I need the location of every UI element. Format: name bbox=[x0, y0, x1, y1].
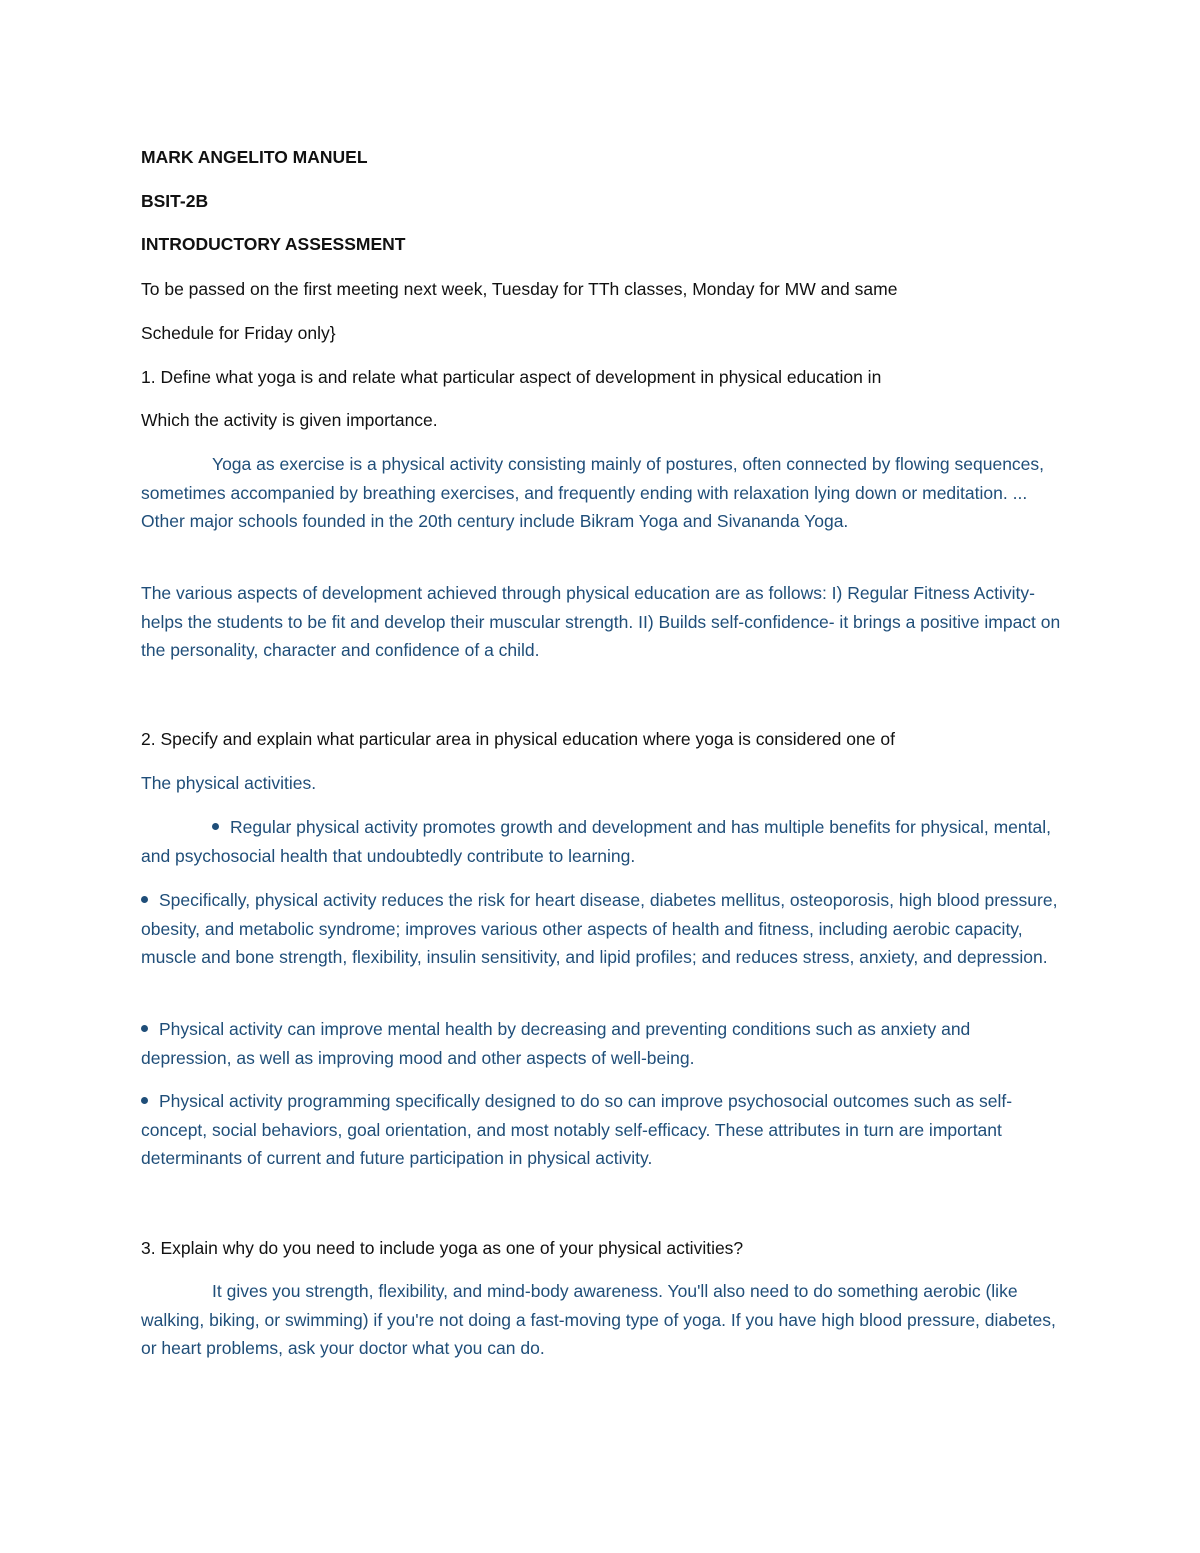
question-2-line-2: The physical activities. bbox=[141, 773, 317, 793]
instructions-line-2: Schedule for Friday only} bbox=[141, 323, 336, 343]
bullet-text: Regular physical activity promotes growth and development and has multiple benefits for physical, mental, and psychosocial health that undoubtedly contribute to learning. bbox=[141, 817, 1051, 866]
answer-2-bullet-1 bbox=[141, 813, 1061, 870]
answer-2-bullet-2 bbox=[141, 886, 1061, 972]
question-2-line-1: 2. Specify and explain what particular area in physical education where yoga is considered one of bbox=[141, 729, 895, 749]
answer-3-paragraph: It gives you strength, flexibility, and mind-body awareness. You'll also need to do something aerobic (like walking, biking, or swimming) if you're not doing a fast-moving type of yoga. If you have high blood pressure, diabetes, or heart problems, ask your doctor what you can do. bbox=[141, 1281, 1056, 1358]
bullet-icon bbox=[141, 1025, 148, 1032]
question-1-line-1: 1. Define what yoga is and relate what particular aspect of development in physical education in bbox=[141, 367, 882, 387]
instructions-line-1: To be passed on the first meeting next week, Tuesday for TTh classes, Monday for MW and same bbox=[141, 279, 898, 299]
question-1-line-2: Which the activity is given importance. bbox=[141, 410, 438, 430]
answer-1-paragraph-1: Yoga as exercise is a physical activity consisting mainly of postures, often connected by flowing sequences, sometimes accompanied by breathing exercises, and frequently ending with relaxation lying down or meditation. ... Other major schools founded in the 20th century include Bikram Yoga and Sivananda Yoga. bbox=[141, 454, 1045, 531]
bullet-text: Specifically, physical activity reduces the risk for heart disease, diabetes mellitus, osteoporosis, high blood pressure, obesity, and metabolic syndrome; improves various other aspects of health and fitness, including aerobic capacity, muscle and bone strength, flexibility, insulin sensitivity, and lipid profiles; and reduces stress, anxiety, and depression. bbox=[141, 890, 1058, 967]
answer-2-bullet-4 bbox=[141, 1087, 1061, 1173]
bullet-icon bbox=[141, 896, 148, 903]
answer-1-paragraph-2: The various aspects of development achieved through physical education are as follows: I) Regular Fitness Activity- helps the students to be fit and develop their muscular strength. II) Builds self-confidence- it brings a positive impact on the personality, character and confidence of a child. bbox=[141, 583, 1061, 660]
question-3-line-1: 3. Explain why do you need to include yoga as one of your physical activities? bbox=[141, 1238, 744, 1258]
document-title: INTRODUCTORY ASSESSMENT bbox=[141, 234, 406, 254]
bullet-text: Physical activity can improve mental health by decreasing and preventing conditions such as anxiety and depression, as well as improving mood and other aspects of well-being. bbox=[141, 1019, 971, 1068]
bullet-icon bbox=[212, 823, 219, 830]
student-section: BSIT-2B bbox=[141, 191, 209, 211]
answer-2-bullet-3 bbox=[141, 1015, 1061, 1072]
bullet-text: Physical activity programming specifically designed to do so can improve psychosocial outcomes such as self-concept, social behaviors, goal orientation, and most notably self-efficacy. These attributes in turn are important determinants of current and future participation in physical activity. bbox=[141, 1091, 1013, 1168]
bullet-icon bbox=[141, 1097, 148, 1104]
student-name: MARK ANGELITO MANUEL bbox=[141, 147, 368, 167]
